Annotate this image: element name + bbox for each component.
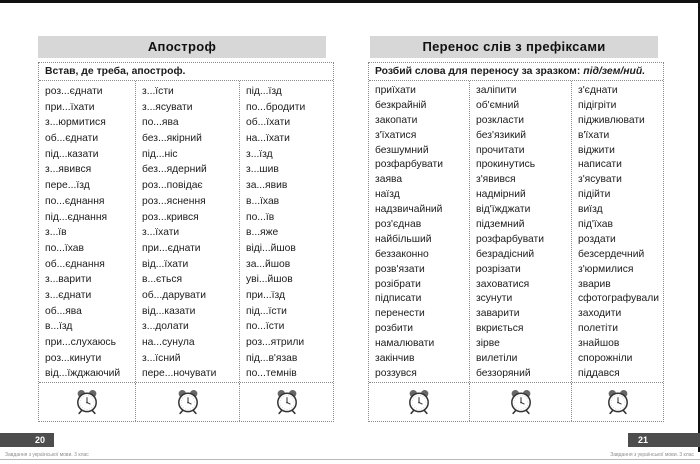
word-item: роз...повідає — [142, 180, 203, 192]
word-column — [240, 81, 333, 382]
word-item: закінчив — [375, 353, 415, 365]
word-item: написати — [578, 159, 622, 171]
word-item: заховатися — [476, 278, 530, 290]
footer-text-right: Завдання з української мови. 3 клас — [610, 452, 694, 458]
word-column — [369, 81, 470, 382]
clock-row — [39, 382, 333, 421]
word-item: безшумний — [375, 144, 429, 156]
word-item: по...темнів — [246, 368, 297, 380]
word-item: з...юрмитися — [45, 117, 106, 129]
word-item: з...їв — [45, 227, 67, 239]
scan-border-bottom — [0, 459, 700, 460]
word-item: під...казати — [45, 148, 99, 160]
word-item: спорожніли — [578, 353, 633, 365]
word-item: пере...ночувати — [142, 368, 217, 380]
word-item: безрадісний — [476, 248, 535, 260]
word-item: роз...ятрили — [246, 337, 305, 348]
exercise-table-hyphenation — [368, 62, 664, 422]
alarm-clock-icon — [507, 388, 535, 416]
scan-border-top — [0, 0, 700, 3]
word-item: по...їв — [246, 211, 275, 223]
word-item: з'юрмилися — [578, 263, 634, 275]
word-item: за...явив — [246, 180, 288, 192]
word-item: найбільший — [375, 233, 432, 245]
word-item: під...їзд — [246, 86, 282, 97]
word-item: без...якірний — [142, 133, 202, 145]
word-item: роз'єднав — [375, 219, 422, 231]
word-item: підійти — [578, 189, 611, 201]
word-item: прокинутись — [476, 159, 536, 171]
word-item: сфотографували — [578, 293, 660, 305]
word-item: за...йшов — [246, 258, 291, 270]
word-item: від...казати — [142, 305, 196, 317]
word-item: заварити — [476, 308, 520, 320]
word-item: в'їхати — [578, 129, 610, 141]
word-item: по...ява — [142, 117, 179, 129]
word-item: перенести — [375, 308, 425, 320]
word-grid — [39, 81, 333, 382]
word-item: в...яже — [246, 227, 279, 239]
word-item: беззаконно — [375, 248, 429, 260]
word-item: об...ява — [45, 305, 82, 317]
word-item: розбити — [375, 323, 414, 335]
clock-cell — [369, 383, 470, 421]
word-item: підживлювати — [578, 114, 645, 126]
word-item: з...ясувати — [142, 101, 193, 113]
instruction-hyphenation — [369, 63, 663, 81]
word-item: заходити — [578, 308, 622, 320]
word-item: з...їхати — [142, 227, 180, 239]
word-item: під...їсти — [246, 305, 287, 317]
word-item: об...єднання — [45, 258, 105, 270]
word-item: зірве — [476, 338, 500, 350]
page-title-hyphenation: Перенос слів з префіксами — [370, 36, 658, 58]
word-item: під...єднання — [45, 211, 108, 223]
word-item: при...слухаюсь — [45, 337, 116, 348]
word-item: об...єднати — [45, 133, 99, 145]
page-title-apostrophe: Апостроф — [38, 36, 326, 58]
word-item: з...долати — [142, 321, 189, 333]
word-item: уві...йшов — [246, 274, 293, 286]
word-item: розв'язати — [375, 263, 425, 275]
word-item: роз...єднати — [45, 86, 103, 97]
alarm-clock-icon — [73, 388, 101, 416]
word-item: з'ясувати — [578, 174, 622, 186]
word-item: об'ємний — [476, 99, 520, 111]
word-item: роззувся — [375, 367, 417, 379]
word-item: на...сунула — [142, 337, 195, 348]
word-item: при...їзд — [246, 289, 286, 301]
word-column — [572, 81, 663, 382]
word-column — [470, 81, 572, 382]
alarm-clock-icon — [405, 388, 433, 416]
word-item: без'язикий — [476, 129, 527, 141]
word-item: розрізати — [476, 263, 521, 275]
word-item: вилетіли — [476, 353, 518, 365]
word-item: підігріти — [578, 99, 617, 111]
word-item: безсердечний — [578, 248, 645, 260]
instruction-text: Встав, де треба, апостроф. — [45, 66, 186, 77]
clock-cell — [470, 383, 572, 421]
alarm-clock-icon — [174, 388, 202, 416]
word-grid — [369, 81, 663, 382]
word-item: від...їжджаючий — [45, 368, 121, 380]
clock-cell — [136, 383, 240, 421]
word-item: з'явився — [476, 174, 516, 186]
word-item: безкрайній — [375, 99, 427, 111]
word-item: виїзд — [578, 204, 603, 216]
instruction-apostrophe — [39, 63, 333, 81]
word-item: по...їхав — [45, 242, 84, 254]
word-item: розкласти — [476, 114, 525, 126]
word-item: з...їзд — [246, 148, 273, 160]
word-item: в...їхав — [246, 195, 280, 207]
clock-cell — [572, 383, 663, 421]
word-item: з'єднати — [578, 85, 618, 96]
word-item: з...їсний — [142, 352, 181, 364]
word-item: роз...яснення — [142, 195, 206, 207]
clock-cell — [240, 383, 333, 421]
word-item: з...варити — [45, 274, 92, 286]
word-item: знайшов — [578, 338, 620, 350]
word-item: зварив — [578, 278, 611, 290]
word-item: зсунути — [476, 293, 513, 305]
word-item: підписати — [375, 293, 422, 305]
word-item: піддався — [578, 367, 620, 379]
word-item: в...ється — [142, 274, 183, 286]
word-item: по...їсти — [246, 321, 285, 333]
word-item: під...в'язав — [246, 352, 298, 364]
instruction-text: Розбий слова для переносу за зразком: — [375, 66, 584, 77]
word-item: віді...йшов — [246, 242, 296, 254]
word-item: заява — [375, 174, 403, 186]
word-item: при...їхати — [45, 101, 95, 113]
word-column — [136, 81, 240, 382]
clock-cell — [39, 383, 136, 421]
word-item: надзвичайний — [375, 204, 443, 216]
word-item: по...бродити — [246, 101, 306, 113]
word-item: розфарбувати — [476, 233, 545, 245]
word-item: заліпити — [476, 85, 517, 96]
word-item: вкриється — [476, 323, 524, 335]
word-item: віджити — [578, 144, 615, 156]
word-item: від'їжджати — [476, 204, 531, 216]
word-item: від...їхати — [142, 258, 189, 270]
clock-row — [369, 382, 663, 421]
word-item: з...їсти — [142, 86, 174, 97]
exercise-table-apostrophe — [38, 62, 334, 422]
word-item: підземний — [476, 219, 525, 231]
word-item: об...їхати — [246, 117, 291, 129]
word-item: роз...кинути — [45, 352, 102, 364]
word-item: розфарбувати — [375, 159, 444, 171]
word-item: з...єднати — [45, 289, 92, 301]
word-item: приїхати — [375, 85, 416, 96]
word-item: наїзд — [375, 189, 400, 201]
word-item: без...ядерний — [142, 164, 207, 176]
word-item: по...єднання — [45, 195, 105, 207]
alarm-clock-icon — [604, 388, 632, 416]
word-item: з'їхатися — [375, 129, 417, 141]
word-item: на...їхати — [246, 133, 290, 145]
word-item: полетіти — [578, 323, 618, 335]
word-item: беззоряний — [476, 367, 531, 379]
word-column — [39, 81, 136, 382]
instruction-example: під/зем/ний. — [583, 66, 646, 77]
word-item: надмірний — [476, 189, 526, 201]
word-item: роз...крився — [142, 211, 199, 223]
alarm-clock-icon — [273, 388, 301, 416]
footer-text-left: Завдання з української мови. 3 клас — [5, 452, 89, 458]
word-item: з...шив — [246, 164, 279, 176]
page-number-badge: 21 — [628, 433, 700, 447]
word-item: з...явився — [45, 164, 92, 176]
word-item: під...ніс — [142, 148, 178, 160]
word-item: пере...їзд — [45, 180, 90, 192]
word-item: роздати — [578, 233, 616, 245]
page-number-badge: 20 — [0, 433, 54, 447]
word-item: при...єднати — [142, 242, 201, 254]
word-item: в...їзд — [45, 321, 73, 333]
word-item: розібрати — [375, 278, 421, 290]
word-item: об...дарувати — [142, 289, 207, 301]
word-item: закопати — [375, 114, 418, 126]
word-item: прочитати — [476, 144, 525, 156]
word-item: намалювати — [375, 338, 435, 350]
word-item: під'їхав — [578, 219, 613, 231]
